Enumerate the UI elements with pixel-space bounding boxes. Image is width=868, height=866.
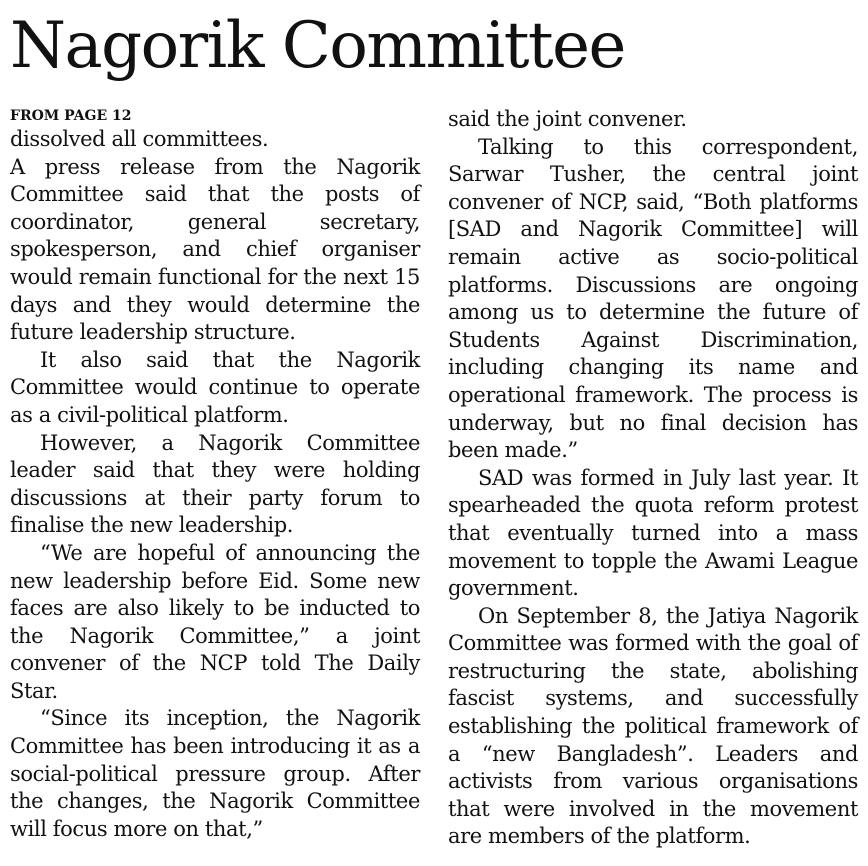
paragraph: A press release from the Nagorik Committee said that the posts of coordinator, general secretary, spokesperson, and chief organiser would remain functional for the next 15 days and they would determine the future leadership structure. (10, 154, 420, 345)
headline: Nagorik Committee (10, 9, 625, 83)
paragraph: It also said that the Nagorik Committee would continue to operate as a civil-political platform. (10, 347, 420, 427)
article-column-left (10, 106, 420, 843)
paragraph: SAD was formed in July last year. It spearheaded the quota reform protest that eventually turned into a mass movement to topple the Awami League government. (448, 465, 858, 601)
paragraph: dissolved all committees. (10, 127, 269, 151)
paragraph: Talking to this correspondent, Sarwar Tusher, the central joint convener of NCP, said, “Both platforms [SAD and Nagorik Committee] will remain active as socio-political platforms. Discussions are ongoing among us to determine the future of Students Against Discrimination, including changing its name and operational framework. The process is underway, but no final decision has been made.” (448, 134, 858, 463)
article-column-right (448, 106, 858, 851)
continued-from-label: FROM PAGE 12 (10, 108, 132, 124)
paragraph: “We are hopeful of announcing the new leadership before Eid. Some new faces are also likely to be inducted to the Nagorik Committee,” a joint convener of the NCP told The Daily Star. (10, 540, 420, 703)
paragraph: said the joint convener. (448, 107, 687, 131)
paragraph: On September 8, the Jatiya Nagorik Committee was formed with the goal of restructuring the state, abolishing fascist systems, and successfully establishing the political framework of a “new Bangladesh”. Leaders and activists from various organisations that were involved in the movement are members of the platform. (448, 603, 858, 849)
paragraph: “Since its inception, the Nagorik Committee has been introducing it as a social-political pressure group. After the changes, the Nagorik Committee will focus more on that,” (10, 706, 420, 841)
paragraph: However, a Nagorik Committee leader said that they were holding discussions at their party forum to finalise the new leadership. (10, 430, 420, 538)
